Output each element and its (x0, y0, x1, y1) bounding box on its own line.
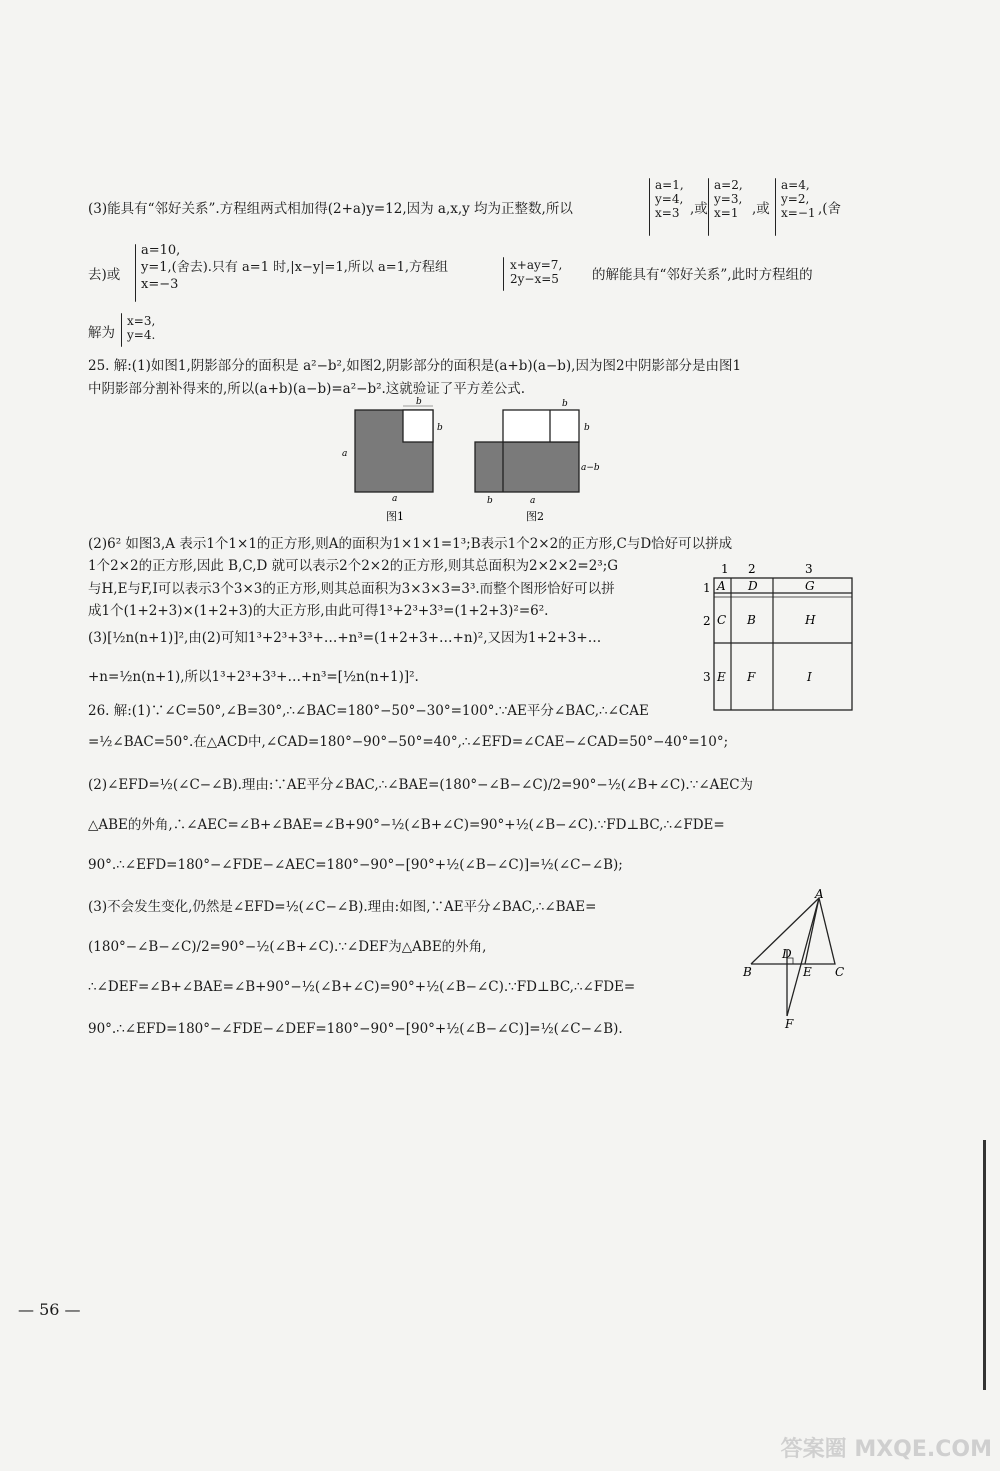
text-fragment: 去)或 (88, 267, 121, 283)
text-line: 26. 解:(1)∵∠C=50°,∠B=30°,∴∠BAC=180°−50°−30°=100°.∵AE平分∠BAC,∴∠CAE (88, 703, 649, 719)
triangle-figure (735, 888, 855, 1038)
text-line: (2)6² 如图3,A 表示1个1×1的正方形,则A的面积为1×1×1=1³;B表示1个2×2的正方形,C与D恰好可以拼成 (88, 536, 733, 552)
text-fragment: ,(舍 (818, 201, 842, 217)
text-line: +n=½n(n+1),所以1³+2³+3³+…+n³=[½n(n+1)]². (88, 669, 419, 685)
col-label: 3 (805, 562, 813, 576)
figure-1-and-2 (330, 396, 620, 528)
cell-F: F (747, 670, 756, 684)
label-a: a (530, 496, 536, 506)
cell-E: E (717, 670, 726, 684)
label-b: b (562, 399, 568, 409)
text-line: (3)[½n(n+1)]²,由(2)可知1³+2³+3³+…+n³=(1+2+3+…+n)²,又因为1+2+3+… (88, 630, 602, 646)
label-b: b (437, 423, 443, 433)
text-fragment: 的解能具有“邻好关系”,此时方程组的 (592, 267, 813, 283)
text-line: 1个2×2的正方形,因此 B,C,D 就可以表示2个2×2的正方形,则其总面积为2×2×2=2³;G (88, 558, 619, 574)
equation-system: a=1, y=4, x=3 (655, 178, 684, 220)
label-b: b (487, 496, 493, 506)
vertex-C: C (835, 965, 845, 979)
text-line: 与H,E与F,I可以表示3个3×3的正方形,则其总面积为3×3×3=3³.而整个图形恰好可以拼 (88, 581, 615, 597)
brace (775, 178, 776, 236)
vertex-F: F (785, 1017, 794, 1031)
col-label: 2 (748, 562, 756, 576)
text-line: (3)不会发生变化,仍然是∠EFD=½(∠C−∠B).理由:如图,∵AE平分∠BAC,∴∠BAE= (88, 899, 597, 915)
cell-D: D (748, 579, 758, 593)
figure-1 (342, 397, 443, 523)
cell-C: C (717, 613, 727, 627)
equation-system: x=3, y=4. (127, 314, 156, 342)
text-line: (180°−∠B−∠C)/2=90°−½(∠B+∠C).∵∠DEF为△ABE的外角, (88, 939, 487, 955)
vertex-A: A (815, 888, 824, 901)
cell-I: I (807, 670, 812, 684)
label-a: a (342, 449, 348, 459)
cell-A: A (717, 579, 726, 593)
fig2-caption: 图2 (526, 510, 544, 523)
vertex-B: B (743, 965, 752, 979)
equation-system: a=2, y=3, x=1 (714, 178, 743, 220)
col-label: 1 (721, 562, 729, 576)
cell-G: G (805, 579, 815, 593)
row-label: 1 (703, 581, 711, 595)
text-line: (3)能具有“邻好关系”.方程组两式相加得(2+a)y=12,因为 a,x,y 均为正整数,所以 (88, 201, 573, 217)
equation-system: a=10, y=1,(舍去).只有 a=1 时,|x−y|=1,所以 a=1,方程组 x=−3 (141, 243, 449, 292)
equation-system: a=4, y=2, x=−1 (781, 178, 816, 220)
page-edge-line (983, 1140, 986, 1390)
brace (135, 244, 136, 302)
label-a: a (392, 494, 398, 504)
row-label: 3 (703, 670, 711, 684)
watermark: 答案圈 MXQE.COM (780, 1437, 992, 1462)
row-label: 2 (703, 614, 711, 628)
brace (649, 178, 650, 236)
fig1-caption: 图1 (386, 510, 404, 523)
brace (708, 178, 709, 236)
figure-2 (475, 399, 600, 523)
text-line: (2)∠EFD=½(∠C−∠B).理由:∵AE平分∠BAC,∴∠BAE=(180°−∠B−∠C)/2=90°−½(∠B+∠C).∵∠AEC为 (88, 777, 754, 793)
vertex-D: D (782, 947, 792, 961)
text-line: 25. 解:(1)如图1,阴影部分的面积是 a²−b²,如图2,阴影部分的面积是(a+b)(a−b),因为图2中阴影部分是由图1 (88, 358, 742, 374)
text-fragment: ,或 (690, 201, 708, 217)
text-line: 成1个(1+2+3)×(1+2+3)的大正方形,由此可得1³+2³+3³=(1+2+3)²=6². (88, 603, 549, 619)
text-line: △ABE的外角,∴∠AEC=∠B+∠BAE=∠B+90°−½(∠B+∠C)=90°+½(∠B−∠C).∵FD⊥BC,∴∠FDE= (88, 817, 725, 833)
text-fragment: ,或 (752, 201, 770, 217)
text-line: ∴∠DEF=∠B+∠BAE=∠B+90°−½(∠B+∠C)=90°+½(∠B−∠C).∵FD⊥BC,∴∠FDE= (88, 979, 636, 995)
cell-H: H (805, 613, 816, 627)
brace (121, 313, 122, 347)
cell-B: B (747, 613, 756, 627)
text-line: 90°.∴∠EFD=180°−∠FDE−∠DEF=180°−90°−[90°+½(∠B−∠C)]=½(∠C−∠B). (88, 1021, 623, 1037)
figure-3-grid (700, 560, 860, 720)
text-line: 中阴影部分割补得来的,所以(a+b)(a−b)=a²−b².这就验证了平方差公式. (88, 381, 526, 397)
brace (503, 257, 504, 291)
label-a-minus-b: a−b (581, 463, 600, 473)
equation-system: x+ay=7, 2y−x=5 (510, 258, 563, 286)
page-number: — 56 — (18, 1300, 81, 1319)
label-b: b (584, 423, 590, 433)
text-line: 90°.∴∠EFD=180°−∠FDE−∠AEC=180°−90°−[90°+½(∠B−∠C)]=½(∠C−∠B); (88, 857, 623, 873)
text-line: =½∠BAC=50°.在△ACD中,∠CAD=180°−90°−50°=40°,∴∠EFD=∠CAE−∠CAD=50°−40°=10°; (88, 734, 729, 750)
vertex-E: E (803, 965, 812, 979)
text-fragment: 解为 (88, 325, 115, 341)
label-b: b (416, 397, 422, 407)
